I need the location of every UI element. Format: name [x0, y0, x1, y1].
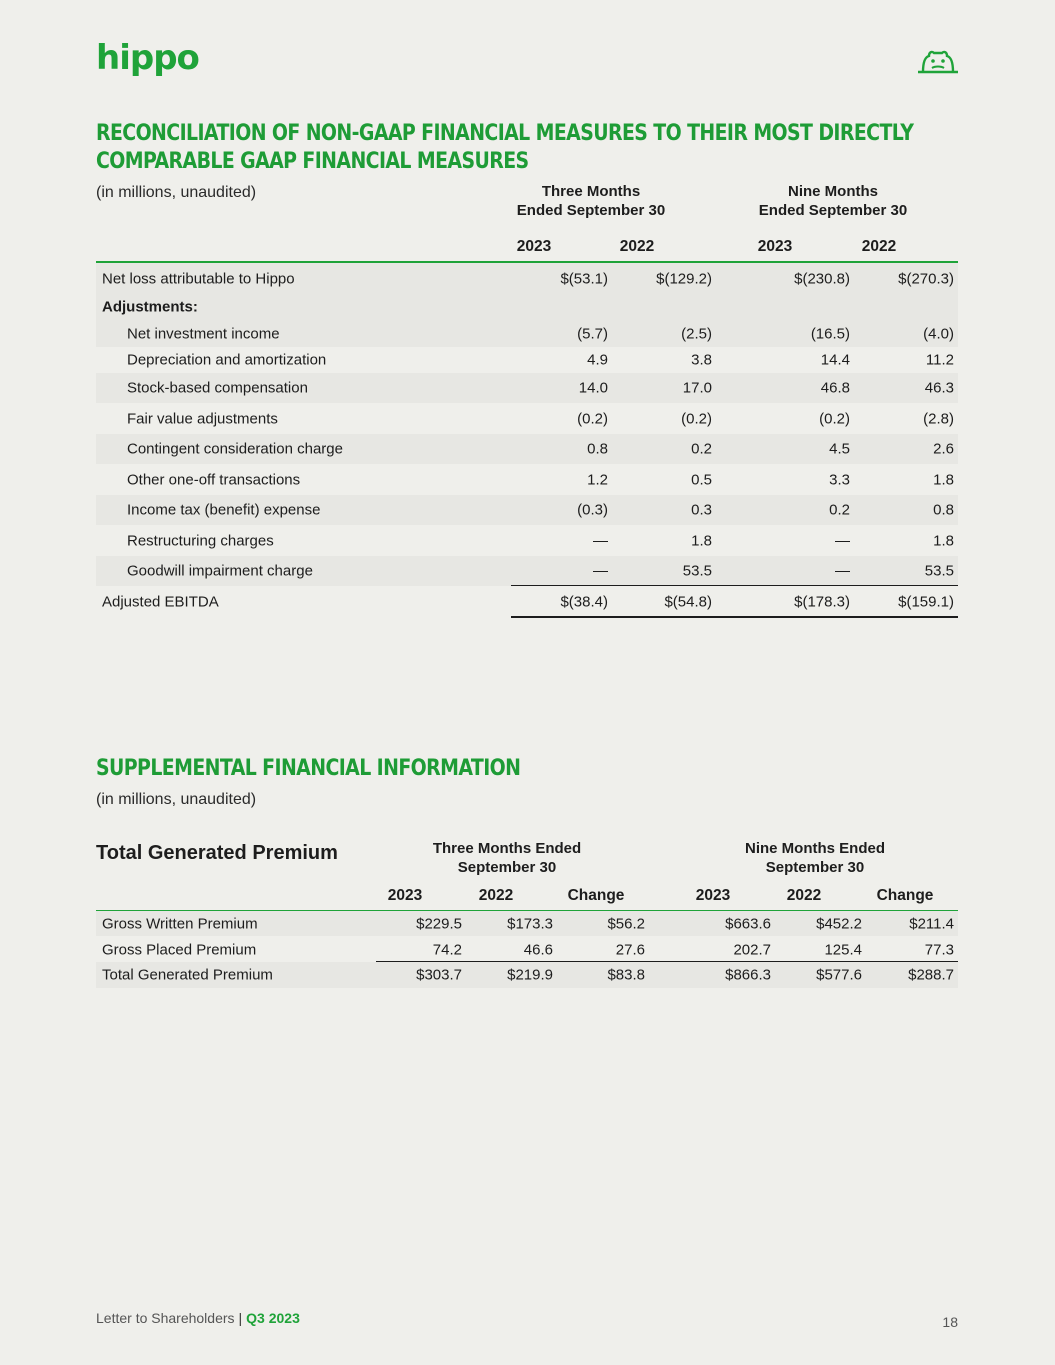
cell-value: 46.3 — [924, 379, 954, 397]
table-row — [96, 587, 958, 617]
row-label: Gross Placed Premium — [102, 941, 257, 958]
cell-value: $866.3 — [725, 966, 771, 984]
cell-value: $(129.2) — [656, 270, 712, 287]
cell-value: $(178.3) — [794, 593, 850, 611]
table-row — [96, 962, 958, 988]
cell-value: — — [593, 562, 608, 580]
cell-value: $(159.1) — [898, 593, 954, 611]
column-header: 2022 — [786, 887, 822, 904]
cell-value: 53.5 — [924, 562, 954, 580]
table-row — [96, 320, 958, 347]
cell-value: $452.2 — [816, 915, 862, 932]
cell-value: — — [593, 532, 608, 549]
column-header: 2023 — [387, 887, 423, 904]
cell-value: (16.5) — [810, 325, 850, 342]
cell-value: 46.6 — [523, 941, 553, 958]
table-row — [96, 263, 958, 294]
cell-value: 2.6 — [933, 440, 954, 458]
section-title: RECONCILIATION OF NON-GAAP FINANCIAL MEASURES TO THEIR MOST DIRECTLY COMPARABLE GAAP FINANCIAL MEASURES — [96, 121, 914, 174]
cell-value: 0.3 — [691, 501, 712, 519]
row-label: Other one-off transactions — [127, 471, 301, 488]
cell-value: $211.4 — [909, 915, 954, 932]
cell-value: — — [835, 532, 850, 549]
cell-value: (5.7) — [577, 325, 608, 342]
cell-value: 1.8 — [933, 471, 954, 488]
cell-value: 0.5 — [691, 471, 712, 488]
cell-value: 1.8 — [933, 532, 954, 549]
cell-value: 0.2 — [829, 501, 850, 519]
row-label: Total Generated Premium — [102, 966, 273, 984]
table-row — [96, 373, 958, 403]
row-label: Depreciation and amortization — [127, 351, 327, 369]
cell-value: (4.0) — [923, 325, 954, 342]
cell-value: 74.2 — [432, 941, 462, 958]
cell-value: $(38.4) — [560, 593, 608, 611]
year-header: 2023 — [757, 238, 793, 255]
row-label: Income tax (benefit) expense — [127, 501, 321, 519]
cell-value: 46.8 — [820, 379, 850, 397]
nine-months-header: Nine Months Ended September 30 — [758, 183, 908, 219]
total-rule — [511, 616, 958, 618]
cell-value: $173.3 — [507, 915, 553, 932]
column-header: 2023 — [695, 887, 731, 904]
cell-value: $(54.8) — [664, 593, 712, 611]
total-rule-2 — [376, 961, 958, 962]
cell-value: (2.8) — [923, 410, 954, 427]
row-label: Gross Written Premium — [102, 915, 258, 932]
table-row — [96, 525, 958, 556]
cell-value: (0.2) — [681, 410, 712, 427]
cell-value: $288.7 — [908, 966, 954, 984]
row-label: Contingent consideration charge — [127, 440, 343, 458]
row-label: Fair value adjustments — [127, 410, 278, 427]
year-header: 2023 — [516, 238, 552, 255]
cell-value: 1.2 — [587, 471, 608, 488]
column-header: 2022 — [478, 887, 514, 904]
table-row — [96, 495, 958, 525]
year-header: 2022 — [619, 238, 655, 255]
row-label: Restructuring charges — [127, 532, 274, 549]
hippo-logo: hippo — [96, 38, 199, 78]
table-row — [96, 403, 958, 434]
column-header: Change — [567, 887, 625, 904]
table-title: Total Generated Premium — [96, 842, 338, 864]
table-row — [96, 434, 958, 464]
cell-value: 14.4 — [820, 351, 850, 369]
table-row — [96, 911, 958, 936]
table-row — [96, 294, 958, 320]
cell-value: 202.7 — [733, 941, 771, 958]
three-months-ended-header: Three Months Ended September 30 — [432, 840, 582, 876]
table-row — [96, 464, 958, 495]
cell-value: — — [835, 562, 850, 580]
cell-value: $56.2 — [607, 915, 645, 932]
row-label: Goodwill impairment charge — [127, 562, 313, 580]
table-row — [96, 937, 958, 962]
cell-value: (0.2) — [577, 410, 608, 427]
cell-value: 4.9 — [587, 351, 608, 369]
subtotal-rule — [511, 585, 958, 586]
cell-value: 0.8 — [587, 440, 608, 458]
cell-value: $577.6 — [816, 966, 862, 984]
cell-value: 14.0 — [578, 379, 608, 397]
cell-value: 0.2 — [691, 440, 712, 458]
row-label: Net loss attributable to Hippo — [102, 270, 295, 287]
cell-value: 27.6 — [615, 941, 645, 958]
cell-value: 4.5 — [829, 440, 850, 458]
three-months-header: Three Months Ended September 30 — [516, 183, 666, 219]
hippo-icon — [916, 48, 960, 74]
footer: Letter to Shareholders | Q3 2023 — [96, 1310, 300, 1326]
year-header: 2022 — [861, 238, 897, 255]
cell-value: 0.8 — [933, 501, 954, 519]
cell-value: 77.3 — [924, 941, 954, 958]
nine-months-ended-header: Nine Months Ended September 30 — [745, 840, 885, 876]
row-label: Adjustments: — [102, 298, 198, 316]
cell-value: 125.4 — [824, 941, 862, 958]
cell-value: $219.9 — [507, 966, 553, 984]
cell-value: $663.6 — [725, 915, 771, 932]
row-label: Net investment income — [127, 325, 280, 342]
units-note: (in millions, unaudited) — [96, 184, 257, 201]
cell-value: $83.8 — [607, 966, 645, 984]
cell-value: $303.7 — [416, 966, 462, 984]
cell-value: 17.0 — [682, 379, 712, 397]
cell-value: $(270.3) — [898, 270, 954, 287]
cell-value: (2.5) — [681, 325, 712, 342]
cell-value: $229.5 — [416, 915, 462, 932]
cell-value: 3.8 — [691, 351, 712, 369]
cell-value: 3.3 — [829, 471, 850, 488]
cell-value: $(53.1) — [560, 270, 608, 287]
row-label: Adjusted EBITDA — [102, 593, 219, 611]
page-number: 18 — [942, 1314, 958, 1330]
cell-value: 53.5 — [682, 562, 712, 580]
table-row — [96, 556, 958, 586]
supplemental-title: SUPPLEMENTAL FINANCIAL INFORMATION — [96, 756, 521, 781]
column-header: Change — [876, 887, 934, 904]
cell-value: 11.2 — [925, 351, 954, 369]
units-note-2: (in millions, unaudited) — [96, 791, 257, 808]
cell-value: (0.2) — [819, 410, 850, 427]
table-row — [96, 347, 958, 373]
cell-value: (0.3) — [577, 501, 608, 519]
cell-value: $(230.8) — [794, 270, 850, 287]
row-label: Stock-based compensation — [127, 379, 308, 397]
cell-value: 1.8 — [691, 532, 712, 549]
